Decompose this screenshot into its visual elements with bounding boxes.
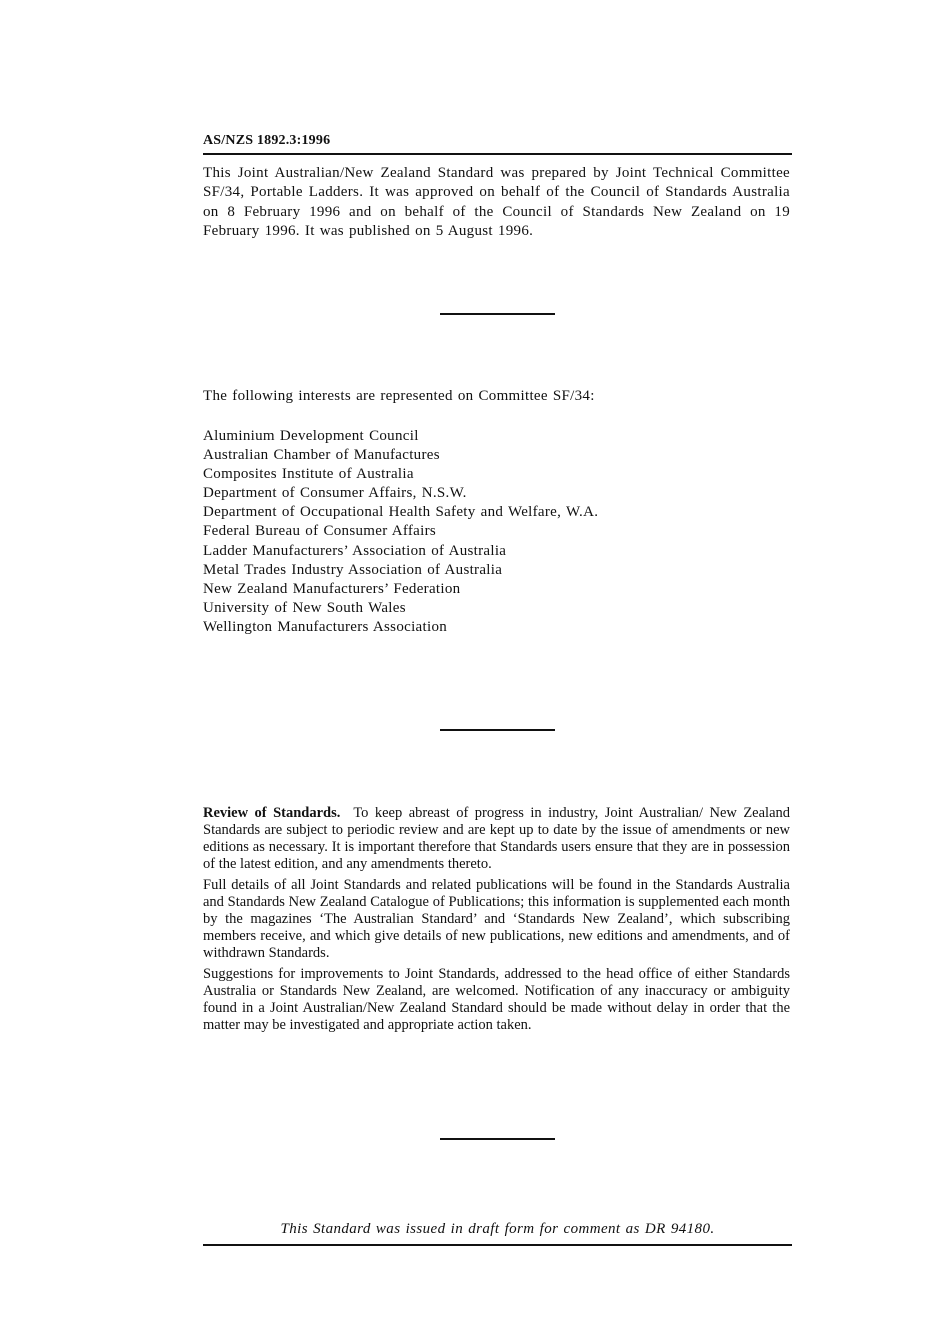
draft-note: This Standard was issued in draft form for comment as DR 94180. bbox=[280, 1221, 715, 1237]
list-item: Department of Occupational Health Safety and Welfare, W.A. bbox=[203, 504, 599, 521]
list-item: Federal Bureau of Consumer Affairs bbox=[203, 523, 437, 540]
standard-designation: AS/NZS 1892.3:1996 bbox=[203, 133, 331, 148]
review-text-1: To keep abreast of progress in industry, Joint Australian/ New Zealand Standards are subject to periodic review and are kept up to date by the issue of amendments or new editions as necessary. It is important therefore that Standards users ensure that they are in possession of the latest edition, and any amendments thereto. bbox=[203, 805, 791, 872]
list-item: New Zealand Manufacturers’ Federation bbox=[203, 580, 461, 597]
list-item: Ladder Manufacturers’ Association of Australia bbox=[203, 542, 507, 559]
committee-intro: The following interests are represented on Committee SF/34: bbox=[203, 388, 595, 404]
section-divider bbox=[440, 313, 555, 315]
section-divider bbox=[440, 729, 555, 731]
list-item: Metal Trades Industry Association of Australia bbox=[203, 561, 503, 578]
list-item: Wellington Manufacturers Association bbox=[203, 618, 448, 635]
preparation-statement: This Joint Australian/New Zealand Standard was prepared by Joint Technical Committee SF/34, Portable Ladders. It was approved on behalf of the Council of Standards Australia on 8 February 1996 and on behalf of the Council of Standards New Zealand on 19 February 1996. It was published on 5 August 1996. bbox=[203, 165, 790, 239]
list-item: Department of Consumer Affairs, N.S.W. bbox=[203, 485, 467, 502]
review-of-standards-section bbox=[203, 805, 790, 1038]
committee-member-list bbox=[203, 427, 598, 637]
review-paragraph-2: Full details of all Joint Standards and related publications will be found in the Standards Australia and Standards New Zealand Catalogue of Publications; this information is supplemented each month by the magazines ‘The Australian Standard’ and ‘Standards New Zealand’, which subscribing members receive, and which give details of new publications, new editions and amendments, and of withdrawn Standards. bbox=[203, 877, 790, 961]
list-item: Australian Chamber of Manufactures bbox=[203, 447, 440, 464]
footer-rule bbox=[203, 1244, 792, 1246]
review-paragraph-3: Suggestions for improvements to Joint Standards, addressed to the head office of either Standards Australia or Standards New Zealand, are welcomed. Notification of any inaccuracy or ambiguity found in a Joint Australian/New Zealand Standard should be made without delay in order that the matter may be investigated and appropriate action taken. bbox=[203, 966, 790, 1033]
list-item: University of New South Wales bbox=[203, 599, 406, 616]
list-item: Composites Institute of Australia bbox=[203, 466, 414, 483]
review-paragraph-1 bbox=[203, 805, 790, 873]
section-divider bbox=[440, 1138, 555, 1140]
review-heading: Review of Standards. bbox=[203, 805, 341, 821]
list-item: Aluminium Development Council bbox=[203, 428, 419, 444]
header-rule bbox=[203, 153, 792, 155]
